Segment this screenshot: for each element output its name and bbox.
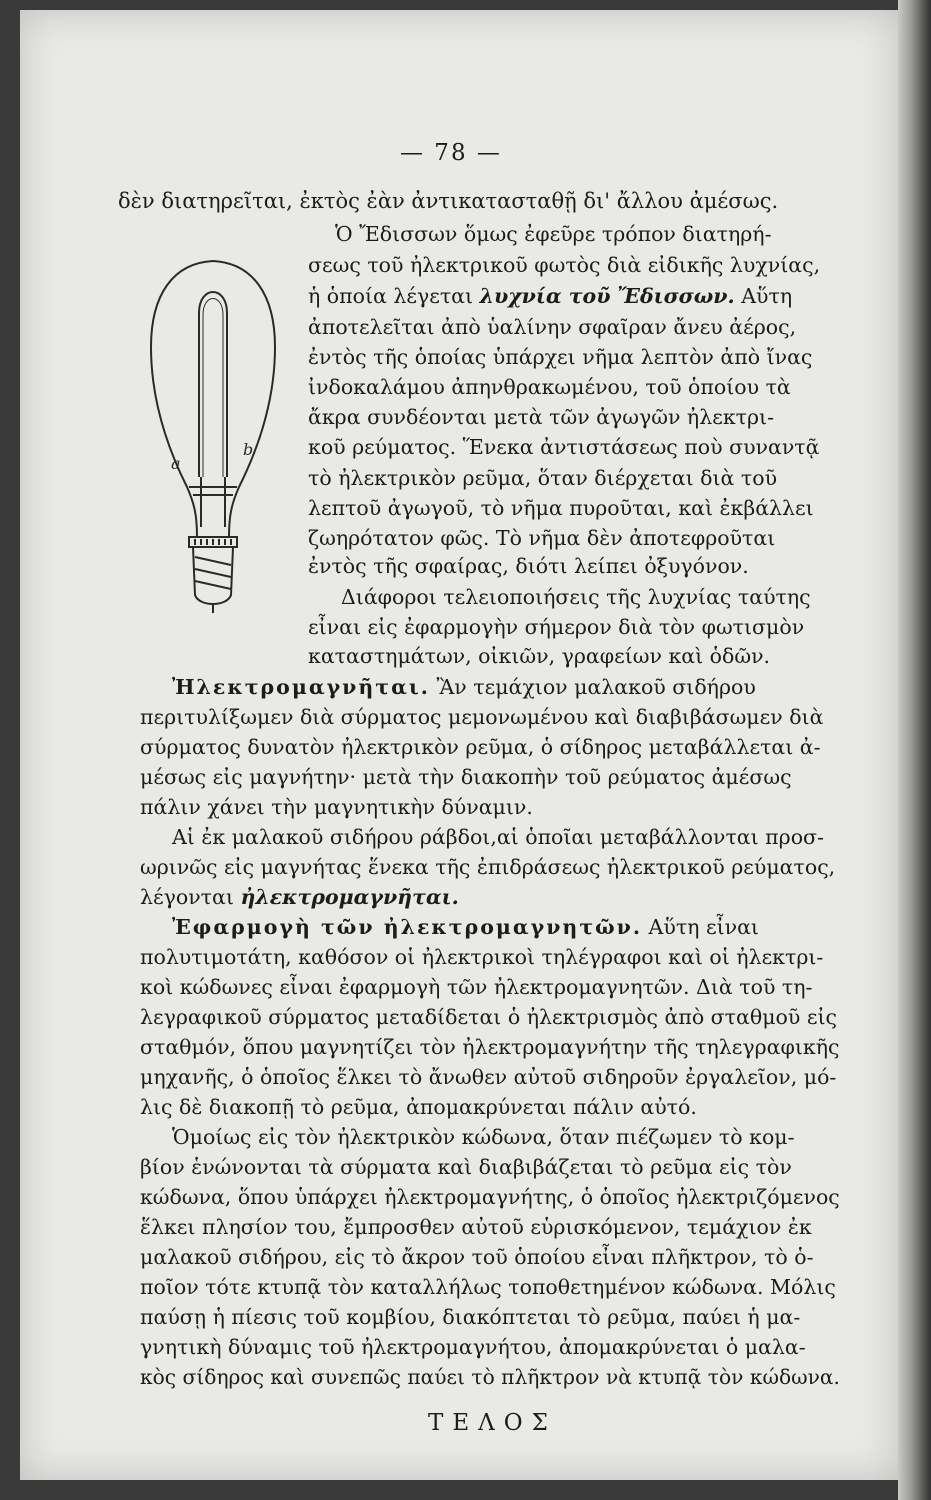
page-number: — 78 — <box>400 140 502 166</box>
text-line: λεγραφικοῦ σύρματος μεταδίδεται ὁ ἠλεκτρισμὸς ἀπὸ σταθμοῦ εἰς <box>140 1005 837 1029</box>
figure-label-a: a <box>171 454 181 473</box>
text-line: εἶναι εἰς ἐφαρμογὴν σήμερον διὰ τὸν φωτισμὸν <box>308 615 805 639</box>
edison-light-bulb-icon <box>143 255 283 615</box>
bulb-name-bold: λυχνία τοῦ Ἔδισσων. <box>479 284 735 308</box>
text-line: ποῖον τότε κτυπᾷ τὸν καταλλήλως τοποθετημένον κώδωνα. Μόλις <box>140 1275 836 1299</box>
text-line: σεως τοῦ ἠλεκτρικοῦ φωτὸς διὰ εἰδικῆς λυχνίας, <box>308 253 821 277</box>
figure-label-b: b <box>243 440 254 459</box>
text-line: ωρινῶς εἰς μαγνήτας ἕνεκα τῆς ἐπιδράσεως ἠλεκτρικοῦ ρεύματος, <box>140 855 836 879</box>
electromagnets-heading-line <box>172 674 756 701</box>
text-line: κώδωνα, ὅπου ὑπάρχει ἠλεκτρομαγνήτης, ὁ ὁποῖος ἠλεκτριζόμενος <box>140 1185 840 1209</box>
bulb-name-suffix: Αὕτη <box>741 284 793 308</box>
text-line: Ὁ Ἔδισσων ὅμως ἐφεῦρε τρόπον διατηρή- <box>335 222 772 246</box>
text-line: Ὁμοίως εἰς τὸν ἠλεκτρικὸν κώδωνα, ὅταν πιέζωμεν τὸ κομ- <box>172 1125 795 1149</box>
bulb-name-prefix: ἡ ὁποία λέγεται <box>308 284 474 308</box>
text-line: λεπτοῦ ἀγωγοῦ, τὸ νῆμα πυροῦται, καὶ ἐκβάλλει <box>308 496 814 520</box>
text-line: κοῦ ρεύματος. Ἕνεκα ἀντιστάσεως ποὺ συναντᾷ <box>308 435 820 459</box>
text-line: σύρματος δυνατὸν ἠλεκτρικὸν ρεῦμα, ὁ σίδηρος μεταβάλλεται ἀ- <box>140 735 821 759</box>
text-line: Αἱ ἐκ μαλακοῦ σιδήρου ράβδοι,αἱ ὁποῖαι μεταβάλλονται προσ- <box>172 825 824 849</box>
text-line: λις δὲ διακοπῇ τὸ ρεῦμα, ἀπομακρύνεται πάλιν αὐτό. <box>140 1095 697 1119</box>
text-line: ζωηρότατον φῶς. Τὸ νῆμα δὲν ἀποτεφροῦται <box>308 526 776 550</box>
text-line: ἕλκει πλησίον του, ἔμπροσθεν αὐτοῦ εὑρισκόμενον, τεμάχιον ἐκ <box>140 1215 812 1239</box>
text-line: παύσῃ ἡ πίεσις τοῦ κομβίου, διακόπτεται τὸ ρεῦμα, παύει ἡ μα- <box>140 1305 801 1329</box>
text-line: Διάφοροι τελειοποιήσεις τῆς λυχνίας ταύτης <box>341 585 811 609</box>
bulb-name-line <box>308 283 792 310</box>
application-heading: Ἐφαρμογὴ τῶν ἠλεκτρομαγνητῶν. <box>172 915 643 939</box>
electromagnets-heading: Ἠλεκτρομαγνῆται. <box>172 675 430 699</box>
text-line: γνητικὴ δύναμις τοῦ ἠλεκτρομαγνήτου, ἀπομακρύνεται ὁ μαλα- <box>140 1335 806 1359</box>
text-line: κὸς σίδηρος καὶ συνεπῶς παύει τὸ πλῆκτρον νὰ κτυπᾷ τὸν κώδωνα. <box>140 1365 840 1389</box>
end-title: ΤΕΛΟΣ <box>428 1410 557 1436</box>
text-line: τὸ ἠλεκτρικὸν ρεῦμα, ὅταν διέρχεται διὰ τοῦ <box>308 466 778 490</box>
electromagnets-first-text: Ἂν τεμάχιον μαλακοῦ σιδήρου <box>436 675 756 699</box>
text-line: ἰνδοκαλάμου ἀπηνθρακωμένου, τοῦ ὁποίου τὰ <box>308 375 791 399</box>
book-spine <box>898 0 931 1500</box>
text-line: μαλακοῦ σιδήρου, εἰς τὸ ἄκρον τοῦ ὁποίου εἶναι πλῆκτρον, τὸ ὁ- <box>140 1245 814 1269</box>
text-line: ἐντὸς τῆς ὁποίας ὑπάρχει νῆμα λεπτὸν ἀπὸ ἴνας <box>308 345 813 369</box>
called-bold: ἠλεκτρομαγνῆται. <box>240 885 459 909</box>
application-heading-line <box>172 914 759 941</box>
called-line <box>140 884 459 911</box>
text-line: καταστημάτων, οἰκιῶν, γραφείων καὶ ὁδῶν. <box>308 644 771 668</box>
text-line: μηχανῆς, ὁ ὁποῖος ἕλκει τὸ ἄνωθεν αὐτοῦ σιδηροῦν ἐργαλεῖον, μό- <box>140 1065 837 1089</box>
text-line: περιτυλίξωμεν διὰ σύρματος μεμονωμένου καὶ διαβιβάσωμεν διὰ <box>140 705 824 729</box>
called-prefix: λέγονται <box>140 885 234 909</box>
text-line: βίον ἑνώνονται τὰ σύρματα καὶ διαβιβάζεται τὸ ρεῦμα εἰς τὸν <box>140 1155 792 1179</box>
text-line: κοὶ κώδωνες εἶναι ἐφαρμογὴ τῶν ἠλεκτρομαγνητῶν. Διὰ τοῦ τη- <box>140 975 813 999</box>
text-line: πάλιν χάνει τὴν μαγνητικὴν δύναμιν. <box>140 795 533 819</box>
text-line: σταθμόν, ὅπου μαγνητίζει τὸν ἠλεκτρομαγνήτην τῆς τηλεγραφικῆς <box>140 1035 840 1059</box>
application-first-text: Αὕτη εἶναι <box>648 915 759 939</box>
text-line: ἀποτελεῖται ἀπὸ ὑαλίνην σφαῖραν ἄνευ ἀέρος, <box>308 315 797 339</box>
text-line: ἐντὸς τῆς σφαίρας, διότι λείπει ὀξυγόνον. <box>308 554 749 578</box>
text-line: δὲν διατηρεῖται, ἐκτὸς ἐὰν ἀντικατασταθῇ δι' ἄλλου ἀμέσως. <box>118 189 779 213</box>
text-line: ἄκρα συνδέονται μετὰ τῶν ἀγωγῶν ἠλεκτρι- <box>308 405 774 429</box>
text-line: πολυτιμοτάτη, καθόσον οἱ ἠλεκτρικοὶ τηλέγραφοι καὶ οἱ ἠλεκτρι- <box>140 945 824 969</box>
text-line: μέσως εἰς μαγνήτην· μετὰ τὴν διακοπὴν τοῦ ρεύματος ἀμέσως <box>140 765 792 789</box>
